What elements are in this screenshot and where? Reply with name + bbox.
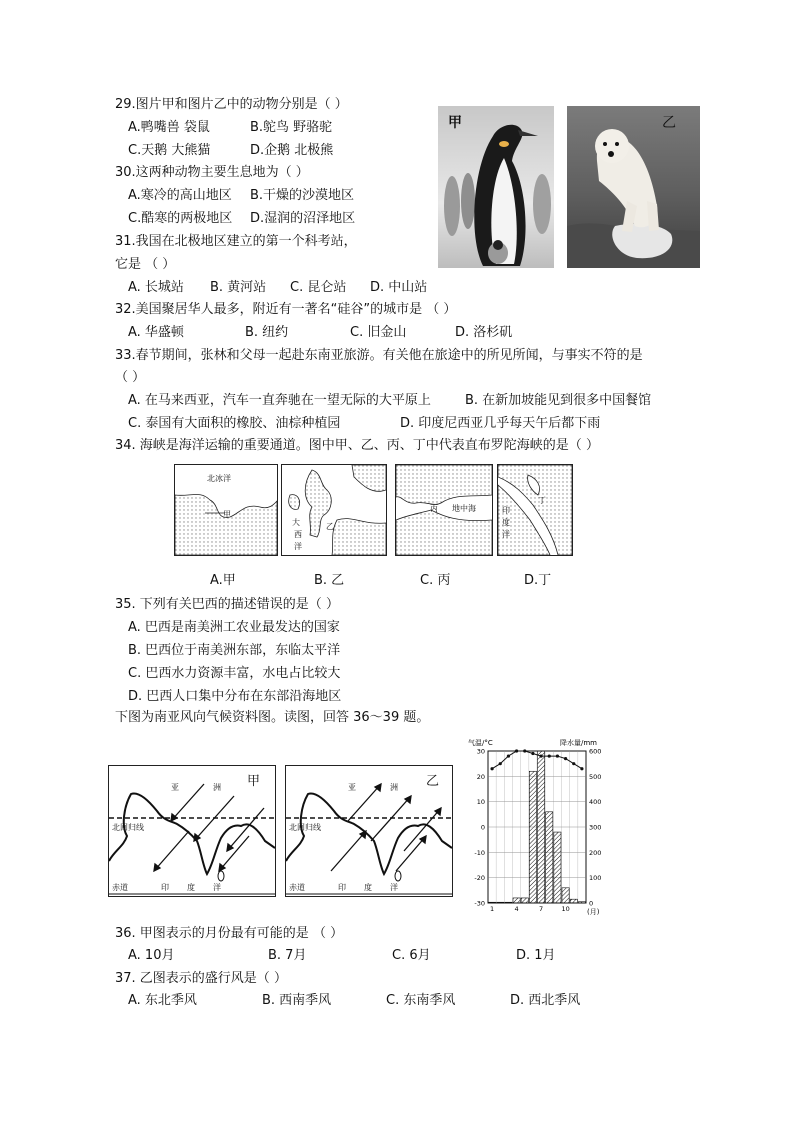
q32-option-c[interactable]: C. 旧金山 [350,325,407,340]
map-label-yang: 洋 [294,542,302,551]
q35-option-a[interactable]: A. 巴西是南美洲工农业最发达的国家 [128,620,340,635]
photo-label-yi: 乙 [662,115,676,131]
temperature-point-1 [490,767,493,770]
temperature-point-11 [572,762,575,765]
month-tick-label: 1 [490,905,495,913]
precip-bar-4 [513,898,520,903]
monsoon-label-tropic-jia: 北回归线 [112,823,144,832]
q34-option-b[interactable]: B. 乙 [314,573,345,588]
temperature-point-2 [499,762,502,765]
monsoon-map-jia [108,765,276,897]
monsoon-label-jia: 甲 [247,774,261,789]
q37-option-c[interactable]: C. 东南季风 [386,993,456,1008]
q35-option-c[interactable]: C. 巴西水力资源丰富，水电占比较大 [128,666,341,681]
precip-bar-11 [570,899,577,903]
map-label-du: 度 [502,518,510,527]
q31-stem-line1: 31.我国在北极地区建立的第一个科考站， [115,234,357,249]
precip-tick-label: 500 [589,772,602,781]
map-label-xi: 西 [294,530,302,539]
q32-option-b[interactable]: B. 纽约 [245,325,289,340]
q29-option-b[interactable]: B.鸵鸟 野骆驼 [250,120,333,135]
precip-bar-2 [497,902,504,903]
monsoon-label-yin-jia: 印 [161,883,169,892]
precip-tick-label: 100 [589,874,602,883]
q31-stem-line2: 它是 （ ） [115,257,176,272]
monsoon-label-equator-yi: 赤道 [289,883,305,892]
temperature-point-8 [548,754,551,757]
precip-bar-9 [554,832,561,903]
q37-option-b[interactable]: B. 西南季风 [262,993,332,1008]
photo-label-jia: 甲 [448,115,462,131]
temp-tick-label: -20 [474,874,485,883]
monsoon-map-yi [285,765,453,897]
q29-stem: 29.图片甲和图片乙中的动物分别是（ ） [115,97,348,112]
temperature-point-3 [507,754,510,757]
precip-bar-6 [529,771,536,903]
q32-option-d[interactable]: D. 洛杉矶 [455,325,513,340]
q34-option-d[interactable]: D.丁 [524,573,552,588]
precip-bar-5 [521,898,528,903]
q30-stem: 30.这两种动物主要生息地为（ ） [115,165,309,180]
temp-tick-label: 10 [476,798,485,807]
map-label-jia: 甲 [223,510,231,519]
q32-stem: 32.美国聚居华人最多，附近有一著名“硅谷”的城市是 （ ） [115,302,457,317]
map-label-arctic: 北冰洋 [207,474,231,483]
strait-map-jia [174,464,278,556]
polar-bear-photo [567,106,700,268]
q34-option-c[interactable]: C. 丙 [420,573,451,588]
q36-option-b[interactable]: B. 7月 [268,948,307,963]
q33-stem-line1: 33.春节期间，张林和父母一起赴东南亚旅游。有关他在旅途中的所见所闻，与事实不符的是 [115,348,643,363]
q33-stem-line2: （ ） [115,370,146,385]
precip-tick-label: 200 [589,848,602,857]
q33-option-c[interactable]: C. 泰国有大面积的橡胶、油棕种植园 [128,416,341,431]
q36-option-a[interactable]: A. 10月 [128,948,175,963]
monsoon-label-du-jia: 度 [187,883,195,892]
monsoon-label-yi: 乙 [426,774,440,789]
intro-text: 下图为南亚风向气候资料图。读图，回答 36～39 题。 [115,710,430,725]
q31-option-b[interactable]: B. 黄河站 [210,280,267,295]
precip-bar-8 [546,812,553,903]
q35-option-d[interactable]: D. 巴西人口集中分布在东部沿海地区 [128,689,342,704]
map-label-yin: 印 [502,506,510,515]
month-tick-label: 4 [514,905,519,913]
chart-ylabel-right: 降水量/mm [560,739,597,747]
map-label-ding: 丁 [538,496,546,505]
q33-option-d[interactable]: D. 印度尼西亚几乎每天午后都下雨 [400,416,601,431]
strait-map-yi [281,464,387,556]
q33-option-b[interactable]: B. 在新加坡能见到很多中国餐馆 [465,393,652,408]
climate-chart [460,735,620,915]
q32-option-a[interactable]: A. 华盛顿 [128,325,184,340]
map-label-yi: 乙 [326,522,334,531]
monsoon-label-equator-jia: 赤道 [112,883,128,892]
precip-bar-3 [505,902,512,903]
temp-tick-label: 30 [476,747,485,756]
temp-tick-label: 20 [476,772,485,781]
strait-map-bing [395,464,493,556]
q31-option-a[interactable]: A. 长城站 [128,280,184,295]
precip-tick-label: 400 [589,798,602,807]
q29-option-a[interactable]: A.鸭嘴兽 袋鼠 [128,120,210,135]
map-label-bing: 丙 [430,504,438,513]
monsoon-label-tropic-yi: 北回归线 [289,823,321,832]
temperature-point-6 [531,752,534,755]
q29-option-c[interactable]: C.天鹅 大熊猫 [128,143,211,158]
monsoon-label-du-yi: 度 [364,883,372,892]
map-label-da: 大 [292,518,300,527]
month-tick-label: 10 [561,905,570,913]
q34-stem: 34. 海峡是海洋运输的重要通道。图中甲、乙、丙、丁中代表直布罗陀海峡的是（ ） [115,438,599,453]
penguin-photo [438,106,554,268]
monsoon-label-zhou-jia: 洲 [213,783,221,792]
monsoon-label-yang-yi: 洋 [390,883,398,892]
temperature-point-9 [556,754,559,757]
precip-bar-12 [578,902,585,903]
temp-tick-label: 0 [480,823,485,832]
monsoon-label-zhou-yi: 洲 [390,783,398,792]
q30-option-c[interactable]: C.酷寒的两极地区 [128,211,233,226]
q37-option-d[interactable]: D. 西北季风 [510,993,581,1008]
strait-map-ding [497,464,573,556]
temperature-point-4 [515,749,518,752]
temperature-point-7 [539,754,542,757]
precip-tick-label: 300 [589,823,602,832]
q30-option-b[interactable]: B.干燥的沙漠地区 [250,188,355,203]
q31-option-c[interactable]: C. 昆仑站 [290,280,347,295]
temperature-point-5 [523,749,526,752]
monsoon-label-yin-yi: 印 [338,883,346,892]
chart-xlabel: (月) [587,908,600,915]
precip-bar-7 [538,751,545,903]
q34-option-a[interactable]: A.甲 [210,573,236,588]
chart-ylabel-left: 气温/°C [468,739,493,747]
q29-option-d[interactable]: D.企鹅 北极熊 [250,143,334,158]
q30-option-d[interactable]: D.湿润的沼泽地区 [250,211,356,226]
q30-option-a[interactable]: A.寒冷的高山地区 [128,188,232,203]
q33-option-a[interactable]: A. 在马来西亚，汽车一直奔驰在一望无际的大平原上 [128,393,431,408]
q36-stem: 36. 甲图表示的月份最有可能的是 （ ） [115,926,344,941]
q35-option-b[interactable]: B. 巴西位于南美洲东部，东临太平洋 [128,643,341,658]
monsoon-label-ya-yi: 亚 [348,783,356,792]
monsoon-label-yang-jia: 洋 [213,883,221,892]
map-label-med: 地中海 [452,504,476,513]
month-tick-label: 7 [539,905,544,913]
q37-stem: 37. 乙图表示的盛行风是（ ） [115,971,287,986]
temp-tick-label: -30 [474,899,485,908]
precip-tick-label: 600 [589,747,602,756]
precip-bar-10 [562,888,569,903]
q36-option-d[interactable]: D. 1月 [516,948,556,963]
q31-option-d[interactable]: D. 中山站 [370,280,428,295]
precip-bar-1 [489,902,496,903]
q36-option-c[interactable]: C. 6月 [392,948,431,963]
temp-tick-label: -10 [474,848,485,857]
q37-option-a[interactable]: A. 东北季风 [128,993,197,1008]
map-label-yang2: 洋 [502,530,510,539]
q35-stem: 35. 下列有关巴西的描述错误的是（ ） [115,597,339,612]
precip-tick-label: 0 [589,899,594,908]
monsoon-label-ya-jia: 亚 [171,783,179,792]
temperature-point-10 [564,757,567,760]
temperature-point-12 [580,767,583,770]
